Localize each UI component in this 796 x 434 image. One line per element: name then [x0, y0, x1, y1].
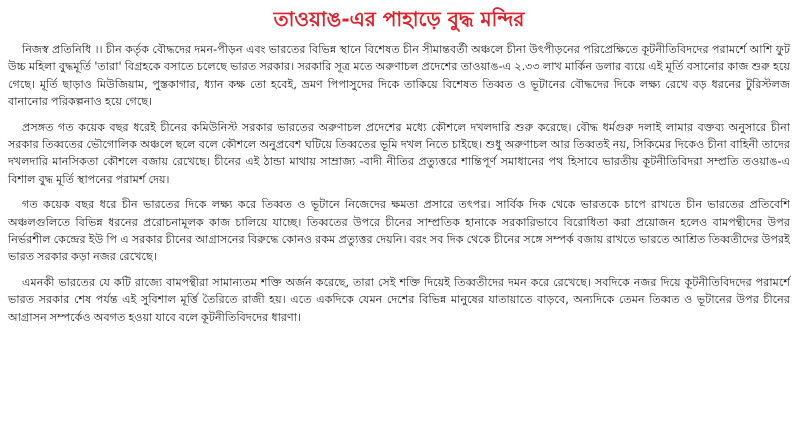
article-paragraph-3: গত কয়েক বছর ধরে চীন ভারতের দিকে লক্ষ্য করে তিব্বত ও ভূটানে নিজেদের ক্ষমতা প্রসারে তৎপর। সার্বিক দিক থেকে ভারতকে চাপে রাখতে চীন ভারতের প্রতিবেশি অঞ্চলগুলিতে বিভিন্ন ধরনের প্ররোচনামূলক কাজ চালিয়ে যাচ্ছে। তিব্বতের উপরে চীনের সাম্প্রতিক হানাকে সরকারিভাবে বিরোধিতা করা প্রয়োজন হলেও বামপন্থীদের উপর নির্ভরশীল কেন্দ্রের ইউ পি এ সরকার চীনের আগ্রাসনের বিরুদ্ধে কোনও রকম প্রত্যুত্তর দেয়নি। বরং সব দিক থেকে চীনের সঙ্গে সম্পর্ক বজায় রাখতে ভারতে আশ্রিত তিব্বতীদের উপরই ভারত সরকার কড়া নজর রেখেছে।: [8, 198, 790, 264]
article-headline: তাওয়াঙ-এর পাহাড়ে বুদ্ধ মন্দির: [273, 7, 525, 31]
article-body: [8, 41, 790, 326]
article-paragraph-4: এমনকী ভারতের যে কটি রাজ্যে বামপন্থীরা সামান্যতম শক্তি অর্জন করেছে, তারা সেই শক্তি দিয়েই তিব্বতীদের দমন করে রেখেছে। সবদিকে নজর দিয়ে কূটনীতিবিদদের পরামর্শে ভারত সরকার শেষ পর্যন্ত এই সুবিশাল মূর্ত্তি তৈরিতে রাজী হয়। এতে একদিকে যেমন দেশের বিভিন্ন মানুষের যাতায়াতে বাড়বে, অন্যদিকে তেমন তিব্বত ও ভূটানের উপর চীনের আগ্রাসন সম্পর্কেও অবগত হওয়া যাবে বলে কূটনীতিবিদদের ধারণা।: [8, 275, 790, 324]
article-paragraph-2: প্রসঙ্গত গত কয়েক বছর ধরেই চীনের কমিউনিস্ট সরকার ভারতের অরুণাচল প্রদেশের মধ্যে কৌশলে দখলদারি শুরু করেছে। বৌদ্ধ ধর্মগুরু দলাই লামার বক্তব্য অনুসারে চীনা সরকার তিব্বতের ভৌগোলিক অঞ্চলে ছলে বলে কৌশলে অনুপ্রবেশ ঘটিয়ে তিব্বতের ভূমি দখল নিতে চাইছে। শুধু অরুণাচল আর তিব্বতই নয়, সিকিমের দিকেও চীনা বাহিনী তাদের দখলদারি মানসিকতা কৌশলে বজায় রেখেছে। চীনের এই ঠান্ডা মাথায় সাম্রাজ্য -বাদী নীতির প্রত্যুত্তরে শান্তিপূর্ণ সমাধানের পথ হিসাবে ভারতীয় কূটনীতিবিদরা সম্প্রতি তওয়াঙ-এ বিশাল বুদ্ধ মূর্তি স্থাপনের পরামর্শ দেয়।: [8, 120, 790, 186]
article-paragraph-1: নিজস্ব প্রতিনিধি ।। চীন কর্তৃক বৌদ্ধদের দমন-পীড়ন এবং ভারতের বিভিন্ন স্থানে বিশেষত চীন সীমান্তবর্তী অঞ্চলে চীনা উৎপীড়নের পরিপ্রেক্ষিতে কূটনীতিবিদদের পরামর্শে আশি ফুট উচ্চ মহিলা বুদ্ধমূর্তি 'তারা' বিগ্রহকে বসাতে চলেছে ভারত সরকার। সরকারি সূত্র মতে অরুণাচল প্রদেশের তাওয়াঙ-এ ২.৩৩ লাখ মার্কিন ডলার ব্যয়ে এই মূর্তি বসানোর কাজ শুরু হয়ে গেছে। মূর্তি ছাড়াও মিউজিয়াম, পুস্তকাগার, ধ্যান কক্ষ তো হবেই, ভ্রমণ পিপাসুদের দিকে তাকিয়ে বিশেষত তিব্বত ও ভূটানের বৌদ্ধদের দিকে লক্ষ্য রেখে বড় ধরনের টুরিস্টলজ বানানোর পরিকল্পনাও হয়ে গেছে।: [8, 43, 790, 109]
